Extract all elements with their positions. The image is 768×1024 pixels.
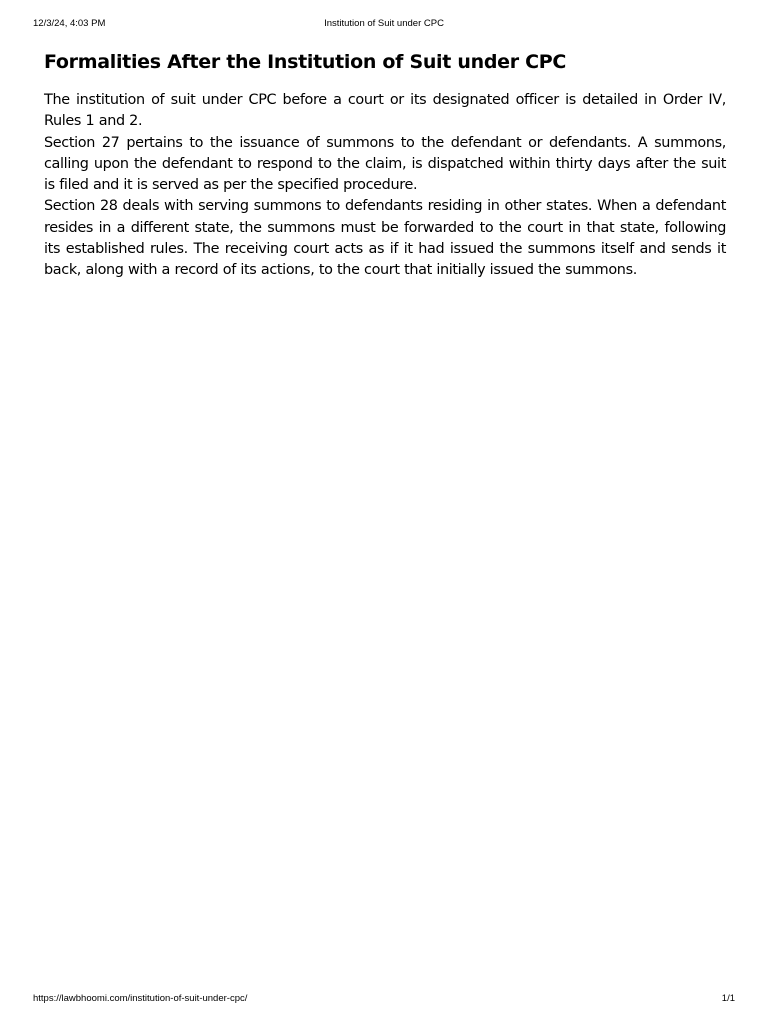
article-paragraph-section-27: Section 27 pertains to the issuance of summons to the defendant or defendants. A summons, calling upon the defendant to respond to the claim, is dispatched within thirty days after the suit is filed and it is served as per the specified procedure. (44, 134, 726, 194)
article-paragraph-section-28: Section 28 deals with serving summons to defendants residing in other states. When a defendant resides in a different state, the summons must be forwarded to the court in that state, following its established rules. The receiving court acts as if it had issued the summons itself and sends it back, along with a record of its actions, to the court that initially issued the summons. (44, 198, 726, 279)
article-title: Formalities After the Institution of Suit under CPC (44, 51, 567, 73)
print-header-title: Institution of Suit under CPC (324, 18, 444, 29)
article-paragraph-order-iv: The institution of suit under CPC before a court or its designated officer is detailed in Order IV, Rules 1 and 2. (44, 92, 726, 130)
print-header-datetime: 12/3/24, 4:03 PM (33, 18, 106, 29)
article-content (44, 48, 726, 282)
print-footer-url: https://lawbhoomi.com/institution-of-suit-under-cpc/ (33, 993, 248, 1004)
print-footer-page-number: 1/1 (721, 993, 735, 1004)
